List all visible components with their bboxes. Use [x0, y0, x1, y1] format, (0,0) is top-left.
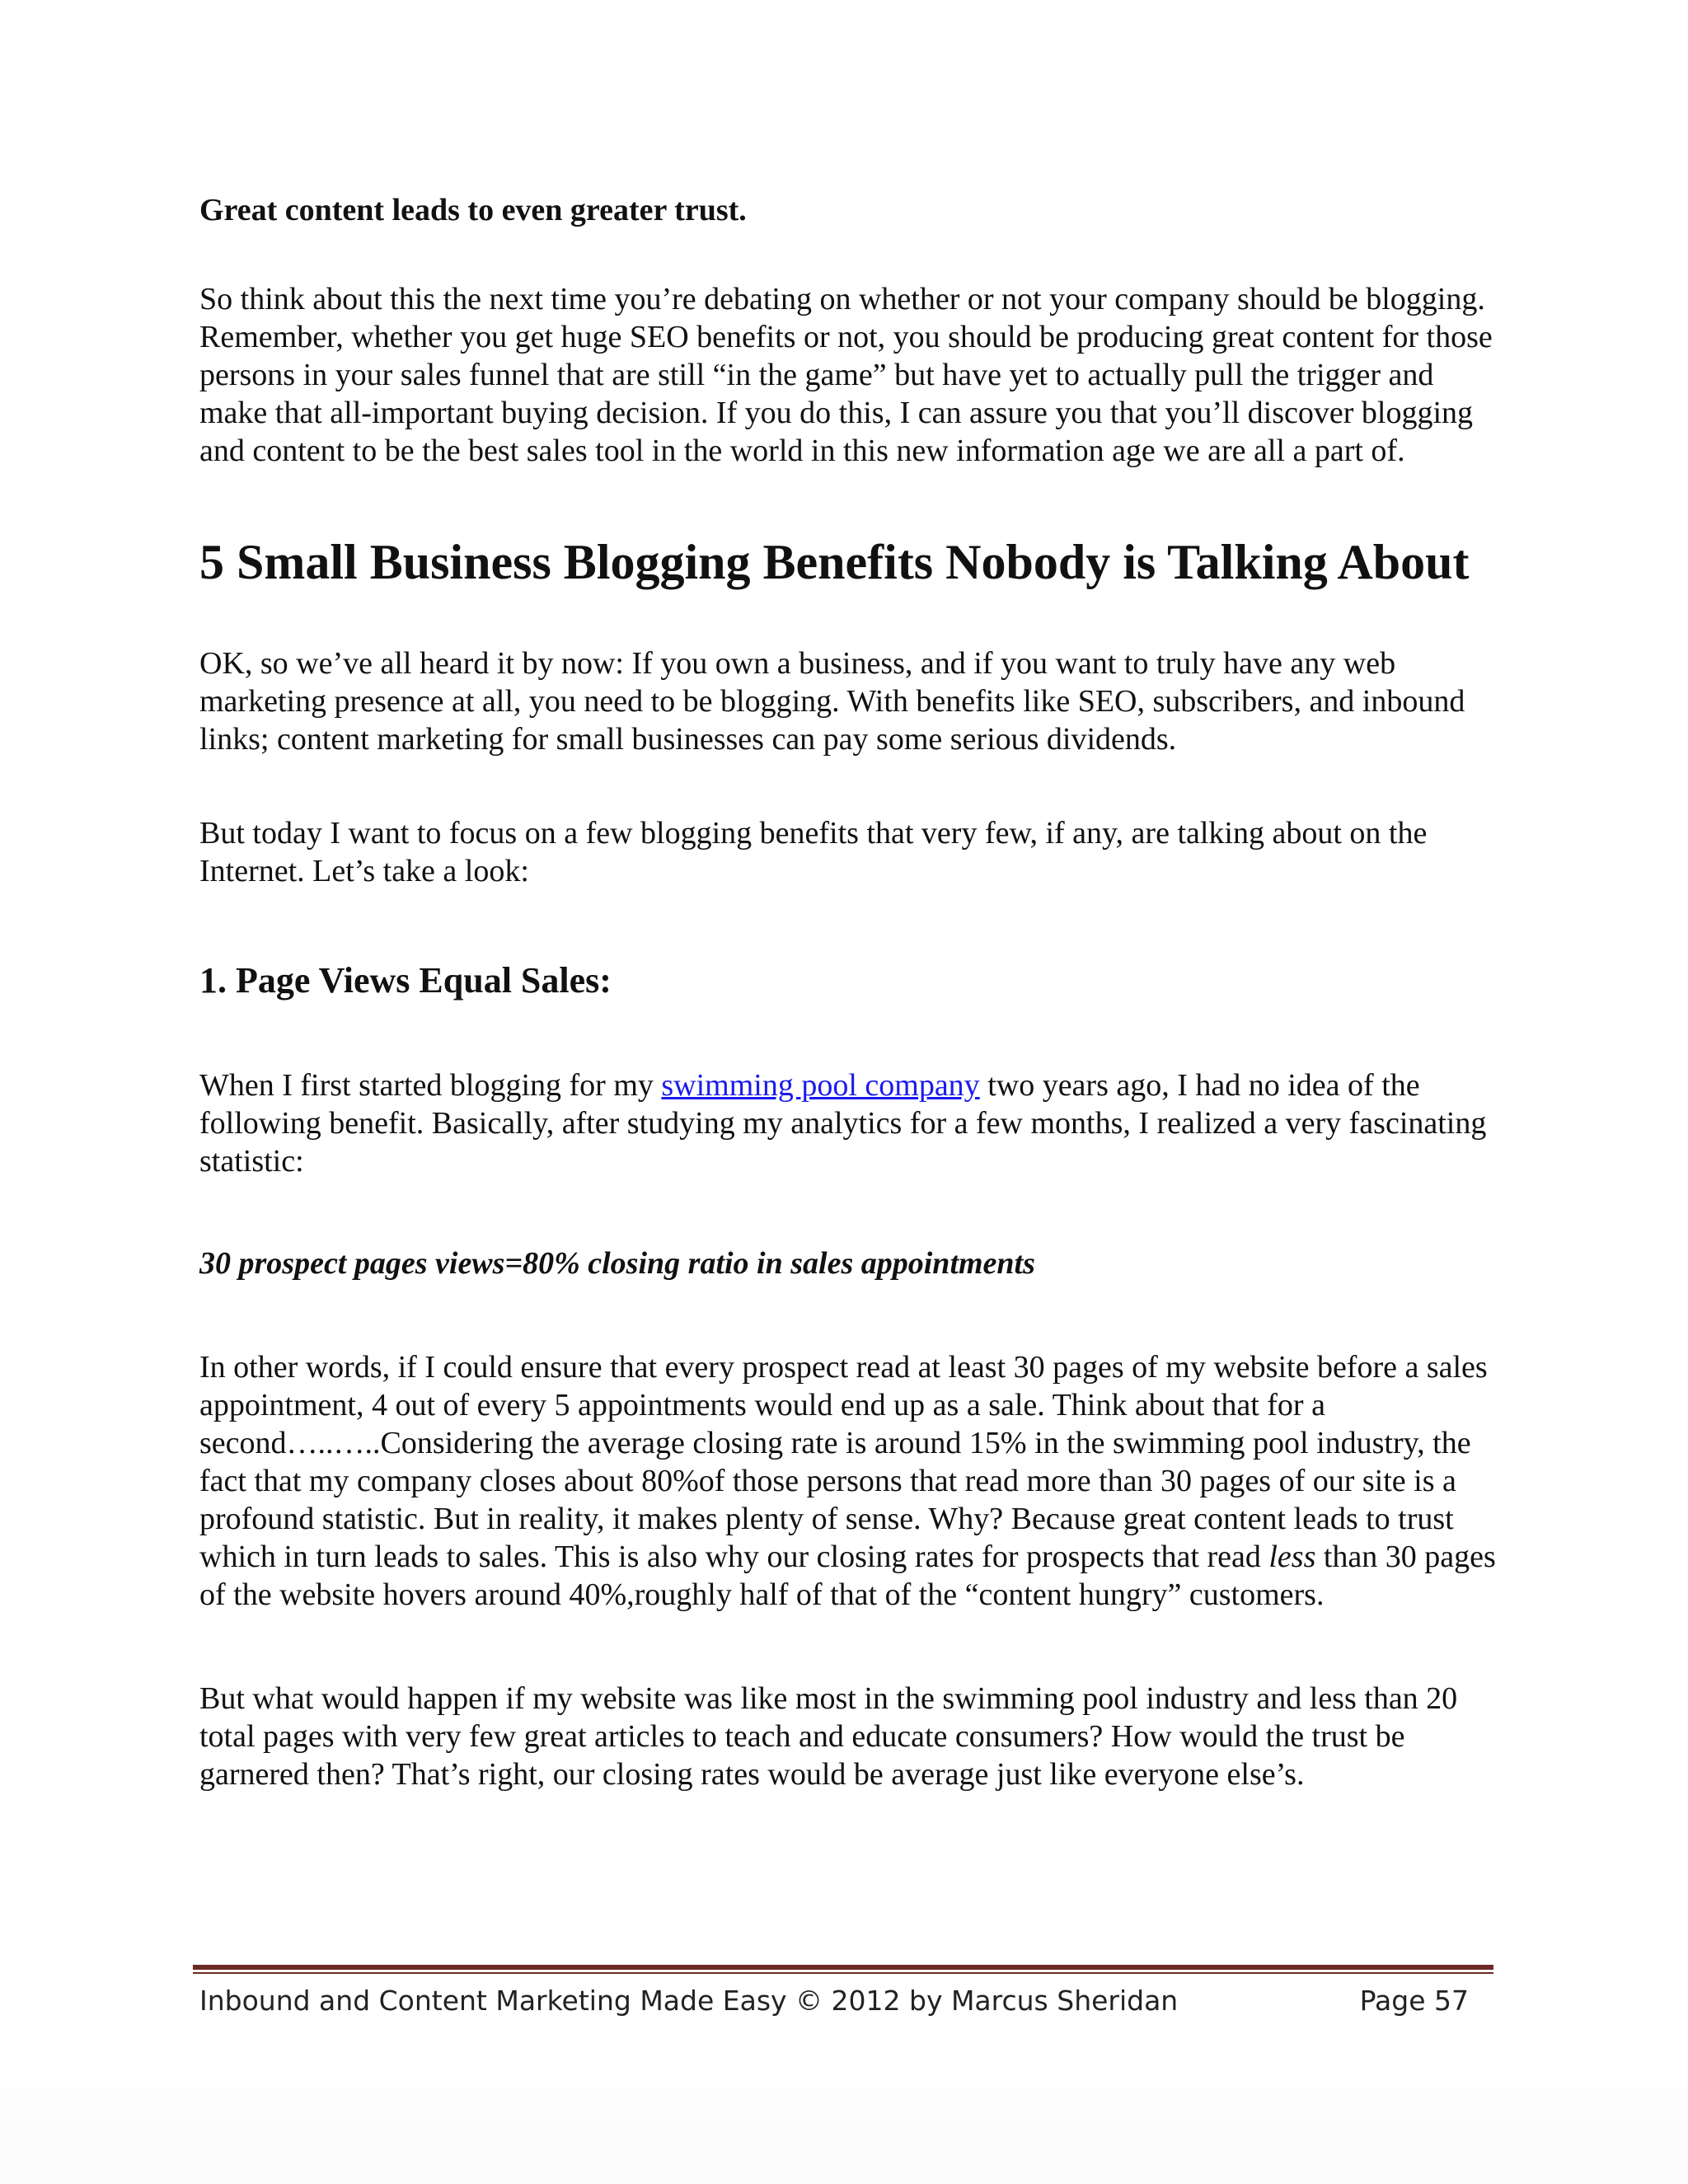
intro-paragraph: So think about this the next time you’re debating on whether or not your company should be blogging. Remember, whether you get huge SEO benefits or not, you should be producing great content for those persons in your sales funnel that are still “in the game” but have yet to actually pull the trigger and make that all-important buying decision. If you do this, I can assure you that you’ll discover blogging and content to be the best sales tool in the world in this new information age we are all a part of.: [199, 282, 1493, 468]
footer-book-credit: Inbound and Content Marketing Made Easy © 2012 by Marcus Sheridan: [199, 1985, 1179, 2017]
article-paragraph-5: But what would happen if my website was like most in the swimming pool industry and less than 20 total pages with very few great articles to teach and educate consumers? How would the trust be garnered then? That’s right, our closing rates would be average just like everyone else’s.: [199, 1681, 1458, 1792]
article-paragraph-1: OK, so we’ve all heard it by now: If you own a business, and if you want to truly have any web marketing presence at all, you need to be blogging. With benefits like SEO, subscribers, and inbound links; content marketing for small businesses can pay some serious dividends.: [199, 646, 1465, 757]
stat-statement: 30 prospect pages views=80% closing ratio in sales appointments: [199, 1246, 1035, 1281]
article-title: 5 Small Business Blogging Benefits Nobody is Talking About: [199, 535, 1470, 589]
paragraph-text: two years ago, I had no idea of the following benefit. Basically, after studying my analytics for a few months, I realized a very fascinating statistic:: [199, 1068, 1487, 1179]
page-bottom-margin: [0, 2027, 1688, 2184]
paragraph-text: than 30 pages of the website hovers around 40%,roughly half of that of the “content hungry” customers.: [199, 1540, 1496, 1612]
footer-page-number: Page 57: [1359, 1985, 1469, 2017]
footer-rule-thin: [193, 1972, 1493, 1974]
article-paragraph-3: [199, 1066, 1502, 1180]
article-paragraph-2: But today I want to focus on a few blogging benefits that very few, if any, are talking about on the Internet. Let’s take a look:: [199, 816, 1428, 888]
footer-rule-thick: [193, 1965, 1493, 1970]
section-heading-page-views: 1. Page Views Equal Sales:: [199, 960, 612, 1001]
swimming-pool-company-link[interactable]: swimming pool company: [661, 1068, 980, 1103]
page-footer: [199, 1978, 1469, 2024]
paragraph-text: In other words, if I could ensure that every prospect read at least 30 pages of my website before a sales appointment, 4 out of every 5 appointments would end up as a sale. Think about that for a second…..…..Considering the average closing rate is around 15% in the swimming pool industry, the fact that my company closes about 80%of those persons that read more than 30 pages of our site is a profound statistic. But in reality, it makes plenty of sense. Why? Because great content leads to trust which in turn leads to sales. This is also why our closing rates for prospects that read: [199, 1350, 1488, 1574]
paragraph-text: When I first started blogging for my: [199, 1068, 662, 1103]
emphasis-text: less: [1268, 1540, 1316, 1574]
article-paragraph-4: [199, 1348, 1502, 1614]
page-body: [199, 191, 1502, 1793]
bold-statement: Great content leads to even greater trust.: [199, 193, 747, 227]
